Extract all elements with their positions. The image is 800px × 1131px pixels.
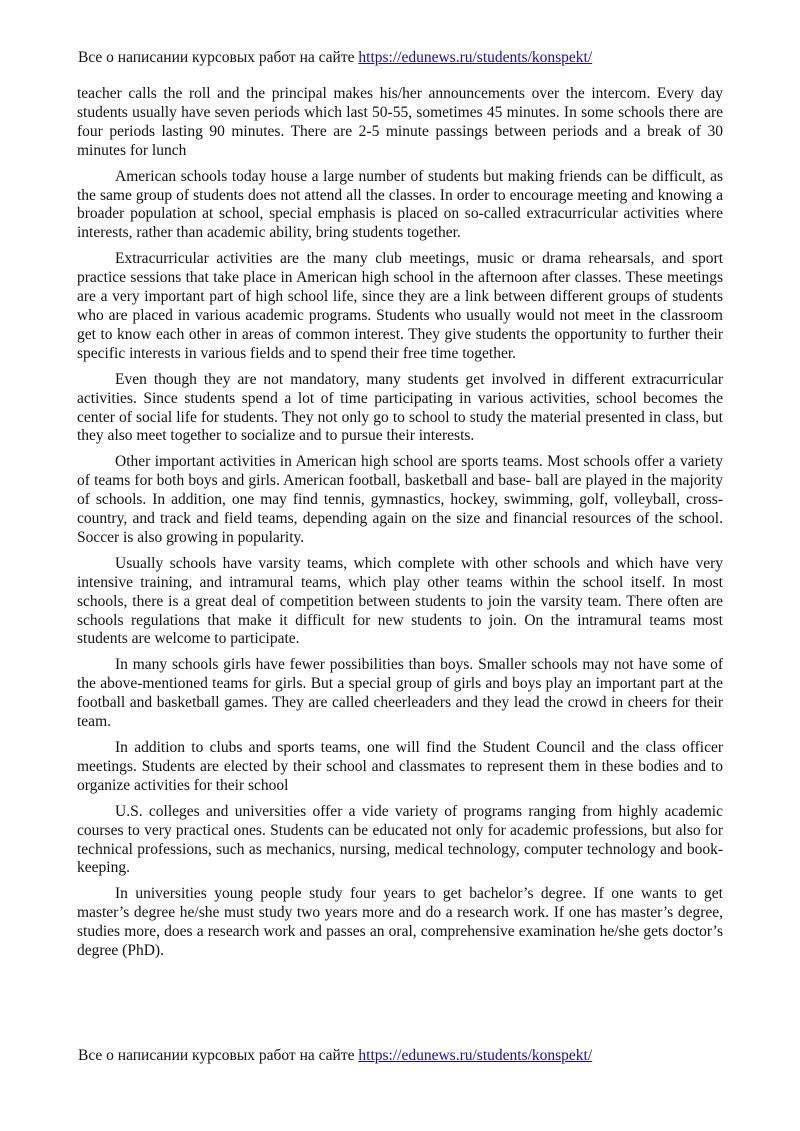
paragraph-8: In addition to clubs and sports teams, one will find the Student Council and the class officer meetings. Students are elected by their school and classmates to represent them in these bodies and to organize activities for their school [77,739,723,794]
paragraph-7: In many schools girls have fewer possibilities than boys. Smaller schools may not have some of the above-mentioned teams for girls. But a special group of girls and boys play an important part at the football and basketball games. They are called cheerleaders and they lead the crowd in cheers for their team. [77,656,723,731]
paragraph-2: American schools today house a large number of students but making friends can be difficult, as the same group of students does not attend all the classes. In order to encourage meeting and knowing a broader population at school, special emphasis is placed on so-called extracurricular activities where interests, rather than academic ability, bring students together. [77,167,723,242]
paragraph-9: U.S. colleges and universities offer a vide variety of programs ranging from highly academic courses to very practical ones. Students can be educated not only for academic professions, but also for technical professions, such as mechanics, nursing, medical technology, computer technology and book-keeping. [77,802,723,877]
paragraph-6: Usually schools have varsity teams, which complete with other schools and which have very intensive training, and intramural teams, which play other teams within the school itself. In most schools, there is a great deal of competition between students to join the varsity team. There often are schools regulations that make it difficult for new students to join. On the intramural teams most students are welcome to participate. [77,554,723,648]
document-body [77,85,723,968]
page-footer [78,1046,592,1066]
page-header [78,48,592,68]
paragraph-5: Other important activities in American high school are sports teams. Most schools offer a variety of teams for both boys and girls. American football, basketball and base- ball are played in the majority of schools. In addition, one may find tennis, gymnastics, hockey, swimming, golf, volleyball, cross-country, and track and field teams, depending again on the size and financial resources of the school. Soccer is also growing in popularity. [77,453,723,546]
header-text: Все о написании курсовых работ на сайте [78,49,359,66]
footer-text: Все о написании курсовых работ на сайте [78,1047,359,1064]
paragraph-1: teacher calls the roll and the principal makes his/her announcements over the intercom. Every day students usually have seven periods which last 50-55, sometimes 45 minutes. In some schools there are four periods lasting 90 minutes. There are 2-5 minute passings between periods and a break of 30 minutes for lunch [77,85,723,159]
footer-link[interactable]: https://edunews.ru/students/konspekt/ [358,1047,593,1064]
header-link[interactable]: https://edunews.ru/students/konspekt/ [358,49,593,66]
paragraph-3: Extracurricular activities are the many club meetings, music or drama rehearsals, and sport practice sessions that take place in American high school in the afternoon after classes. These meetings are a very important part of high school life, since they are a link between different groups of students who are placed in various academic programs. Students who usually would not meet in the classroom get to know each other in areas of common interest. They give students the opportunity to further their specific interests in various fields and to spend their free time together. [77,250,723,362]
paragraph-10: In universities young people study four years to get bachelor’s degree. If one wants to get master’s degree he/she must study two years more and do a research work. If one has master’s degree, studies more, does a research work and passes an oral, comprehensive examination he/she gets doctor’s degree (PhD). [77,885,723,960]
paragraph-4: Even though they are not mandatory, many students get involved in different extracurricular activities. Since students spend a lot of time participating in various activities, school becomes the center of social life for students. They not only go to school to study the material presented in class, but they also meet together to socialize and to pursue their interests. [77,370,723,445]
